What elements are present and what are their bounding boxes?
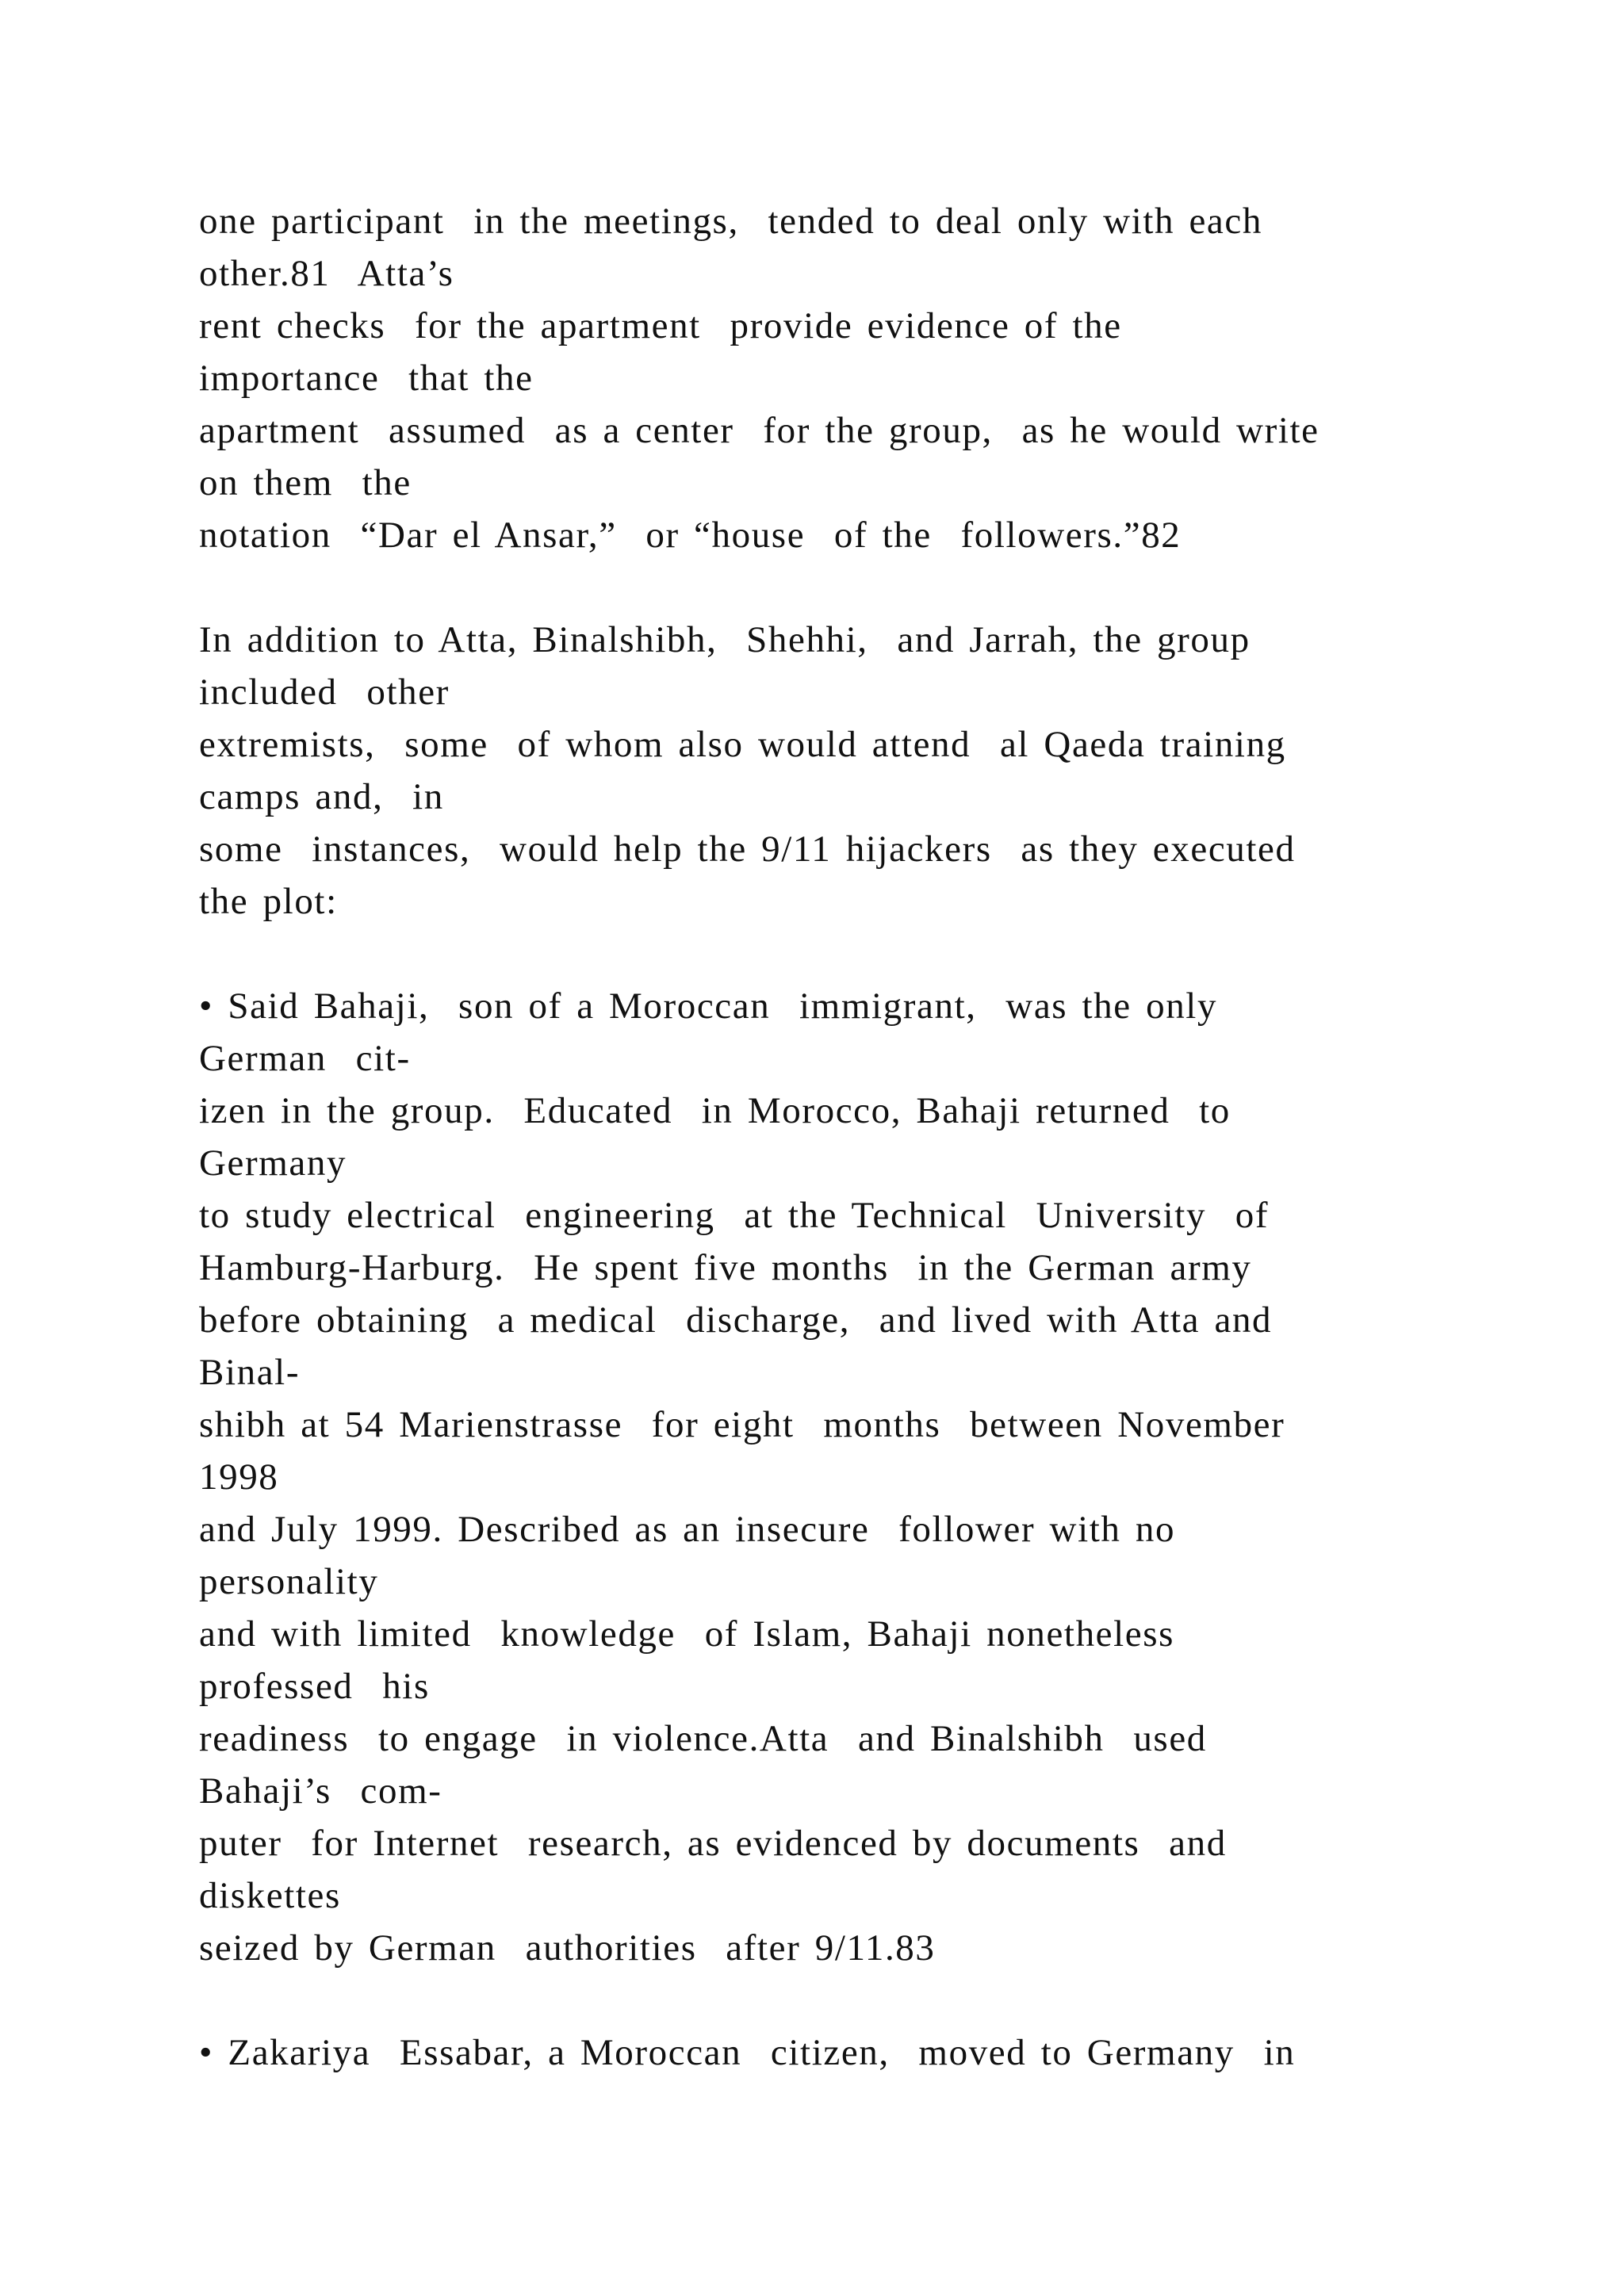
paragraph-spacer bbox=[199, 1974, 1436, 2026]
text-line: izen in the group. Educated in Morocco, Bahaji returned to bbox=[199, 1090, 1231, 1131]
text-line: rent checks for the apartment provide evidence of the bbox=[199, 305, 1122, 346]
text-line: Bahaji’s com- bbox=[199, 1770, 442, 1812]
text-line: included other bbox=[199, 672, 450, 713]
text-line: Binal- bbox=[199, 1352, 301, 1393]
paragraph-spacer bbox=[199, 928, 1436, 980]
text-line: apartment assumed as a center for the group, as he would write bbox=[199, 410, 1320, 451]
text-line: extremists, some of whom also would attend al Qaeda training bbox=[199, 724, 1286, 765]
text-line: on them the bbox=[199, 462, 412, 503]
text-line: • Zakariya Essabar, a Moroccan citizen, moved to Germany in bbox=[199, 2032, 1296, 2073]
text-line: diskettes bbox=[199, 1875, 341, 1916]
text-line: • Said Bahaji, son of a Moroccan immigrant, was the only bbox=[199, 985, 1218, 1027]
text-line: seized by German authorities after 9/11.83 bbox=[199, 1927, 936, 1969]
text-line: shibh at 54 Marienstrasse for eight months between November bbox=[199, 1404, 1285, 1445]
text-line: the plot: bbox=[199, 881, 338, 922]
text-line: notation “Dar el Ansar,” or “house of the followers.”82 bbox=[199, 515, 1182, 556]
text-line: readiness to engage in violence.Atta and Binalshibh used bbox=[199, 1718, 1207, 1759]
text-line: 1998 bbox=[199, 1456, 279, 1498]
paragraph bbox=[199, 614, 1436, 928]
text-line: puter for Internet research, as evidenced by documents and bbox=[199, 1823, 1227, 1864]
text-line: camps and, in bbox=[199, 776, 444, 817]
text-line: personality bbox=[199, 1561, 379, 1602]
text-line: before obtaining a medical discharge, and lived with Atta and bbox=[199, 1299, 1273, 1341]
paragraph bbox=[199, 195, 1436, 561]
text-line: and July 1999. Described as an insecure follower with no bbox=[199, 1509, 1176, 1550]
text-line: and with limited knowledge of Islam, Bahaji nonetheless bbox=[199, 1613, 1175, 1655]
text-line: professed his bbox=[199, 1666, 430, 1707]
bullet-item bbox=[199, 2026, 1436, 2079]
text-line: one participant in the meetings, tended to deal only with each bbox=[199, 201, 1262, 242]
text-line: importance that the bbox=[199, 358, 534, 399]
text-line: some instances, would help the 9/11 hijackers as they executed bbox=[199, 828, 1296, 870]
paragraph-spacer bbox=[199, 561, 1436, 614]
text-line: In addition to Atta, Binalshibh, Shehhi, and Jarrah, the group bbox=[199, 619, 1251, 660]
bullet-item bbox=[199, 980, 1436, 1974]
text-line: German cit- bbox=[199, 1038, 411, 1079]
text-line: Germany bbox=[199, 1142, 347, 1184]
text-line: Hamburg-Harburg. He spent five months in the German army bbox=[199, 1247, 1252, 1288]
text-line: to study electrical engineering at the Technical University of bbox=[199, 1195, 1270, 1236]
document-body bbox=[199, 195, 1436, 2079]
text-line: other.81 Atta’s bbox=[199, 253, 454, 294]
